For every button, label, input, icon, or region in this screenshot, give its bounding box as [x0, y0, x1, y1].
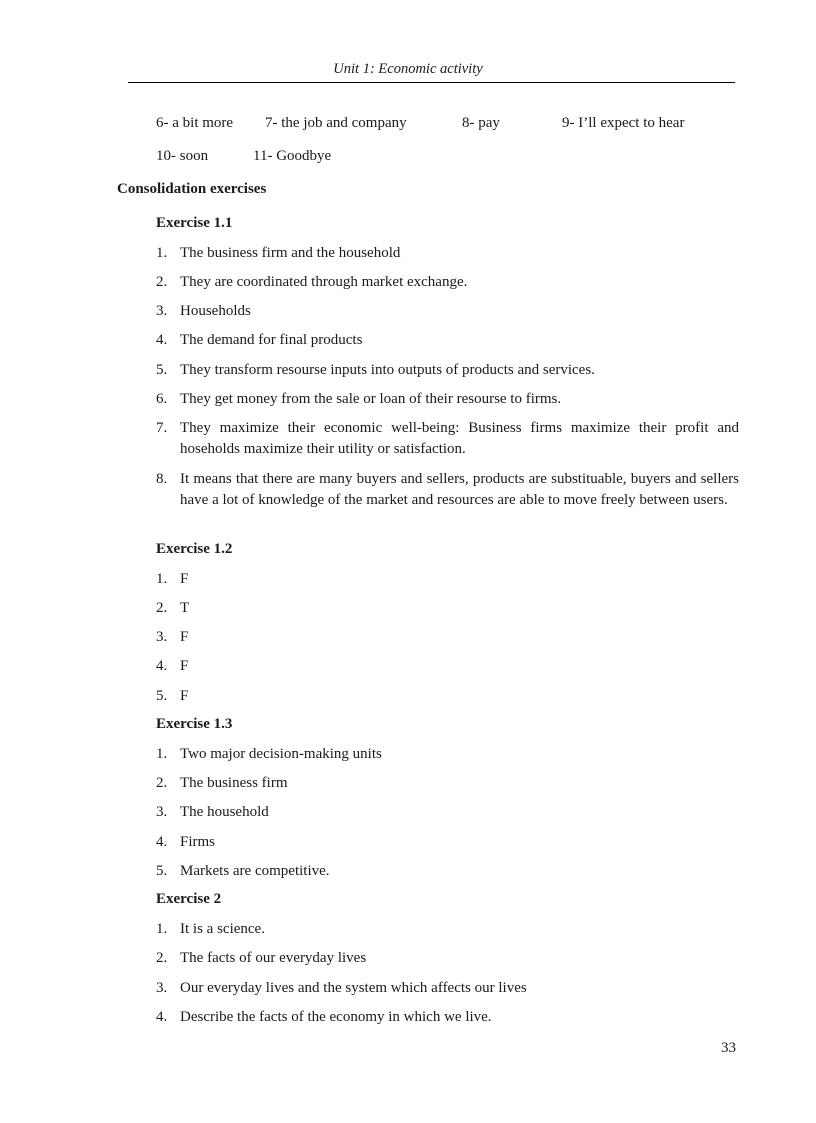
list-item	[156, 418, 739, 460]
item-text: Households	[180, 303, 251, 319]
item-text: It means that there are many buyers and sellers, products are substituable, buyers and sellers have a lot of knowledge of the market and resources are able to move freely between users.	[180, 471, 739, 508]
header-rule	[128, 82, 735, 83]
list-item	[156, 301, 739, 322]
item-number: 4.	[156, 658, 168, 674]
section-title: Consolidation exercises	[117, 181, 267, 197]
item-number: 5.	[156, 362, 168, 378]
item-number: 4.	[156, 332, 168, 348]
item-number: 3.	[156, 629, 168, 645]
item-text: Our everyday lives and the system which affects our lives	[180, 980, 527, 996]
list-item	[156, 948, 739, 969]
list-item	[156, 330, 739, 351]
item-text: The household	[180, 804, 269, 820]
item-text: The business firm	[180, 775, 288, 791]
list-item	[156, 861, 739, 882]
list-item	[156, 832, 739, 853]
exercise-title: Exercise 2	[156, 891, 222, 907]
item-number: 3.	[156, 303, 168, 319]
list-item	[156, 802, 739, 823]
list-item	[156, 569, 739, 590]
list-item	[156, 919, 739, 940]
list-item	[156, 360, 739, 381]
answer-item: 6- a bit more	[156, 115, 234, 131]
item-number: 2.	[156, 600, 168, 616]
page-number: 33	[721, 1040, 736, 1056]
list-item	[156, 773, 739, 794]
item-text: Two major decision-making units	[180, 746, 382, 762]
item-number: 4.	[156, 834, 168, 850]
item-text: Markets are competitive.	[180, 863, 330, 879]
item-text: The facts of our everyday lives	[180, 950, 367, 966]
item-number: 4.	[156, 1009, 168, 1025]
list-item	[156, 469, 739, 511]
answer-item: 9- I’ll expect to hear	[562, 115, 685, 131]
item-text: F	[180, 688, 189, 704]
item-number: 6.	[156, 391, 168, 407]
list-item	[156, 389, 739, 410]
item-number: 5.	[156, 863, 168, 879]
item-number: 3.	[156, 804, 168, 820]
item-text: F	[180, 571, 189, 587]
item-text: Firms	[180, 834, 216, 850]
item-text: They are coordinated through market exchange.	[180, 274, 468, 290]
item-number: 8.	[156, 471, 168, 487]
item-number: 3.	[156, 980, 168, 996]
exercise-title: Exercise 1.3	[156, 716, 233, 732]
answer-item: 7- the job and company	[265, 115, 407, 131]
item-text: F	[180, 658, 189, 674]
item-number: 5.	[156, 688, 168, 704]
item-text: They maximize their economic well-being: Business firms maximize their profit and hoseholds maximize their utility or satisfaction.	[180, 420, 739, 457]
list-item	[156, 272, 739, 293]
item-text: The business firm and the household	[180, 245, 401, 261]
item-number: 1.	[156, 921, 168, 937]
item-text: They transform resourse inputs into outputs of products and services.	[180, 362, 595, 378]
item-number: 2.	[156, 274, 168, 290]
answer-item: 10- soon	[156, 148, 209, 164]
answer-item: 8- pay	[462, 115, 500, 131]
item-number: 2.	[156, 950, 168, 966]
list-item	[156, 627, 739, 648]
list-item	[156, 686, 739, 707]
list-item	[156, 656, 739, 677]
list-item	[156, 978, 739, 999]
item-text: F	[180, 629, 189, 645]
item-text: T	[180, 600, 190, 616]
item-number: 1.	[156, 746, 168, 762]
exercise-title: Exercise 1.2	[156, 541, 233, 557]
item-text: The demand for final products	[180, 332, 363, 348]
exercise-title: Exercise 1.1	[156, 215, 233, 231]
item-text: Describe the facts of the economy in which we live.	[180, 1009, 492, 1025]
item-number: 2.	[156, 775, 168, 791]
item-number: 1.	[156, 571, 168, 587]
list-item	[156, 243, 739, 264]
answer-item: 11- Goodbye	[253, 148, 332, 164]
item-text: It is a science.	[180, 921, 265, 937]
item-text: They get money from the sale or loan of their resourse to firms.	[180, 391, 562, 407]
running-header: Unit 1: Economic activity	[333, 61, 483, 77]
list-item	[156, 744, 739, 765]
list-item	[156, 1007, 739, 1028]
list-item	[156, 598, 739, 619]
item-number: 1.	[156, 245, 168, 261]
item-number: 7.	[156, 420, 168, 436]
